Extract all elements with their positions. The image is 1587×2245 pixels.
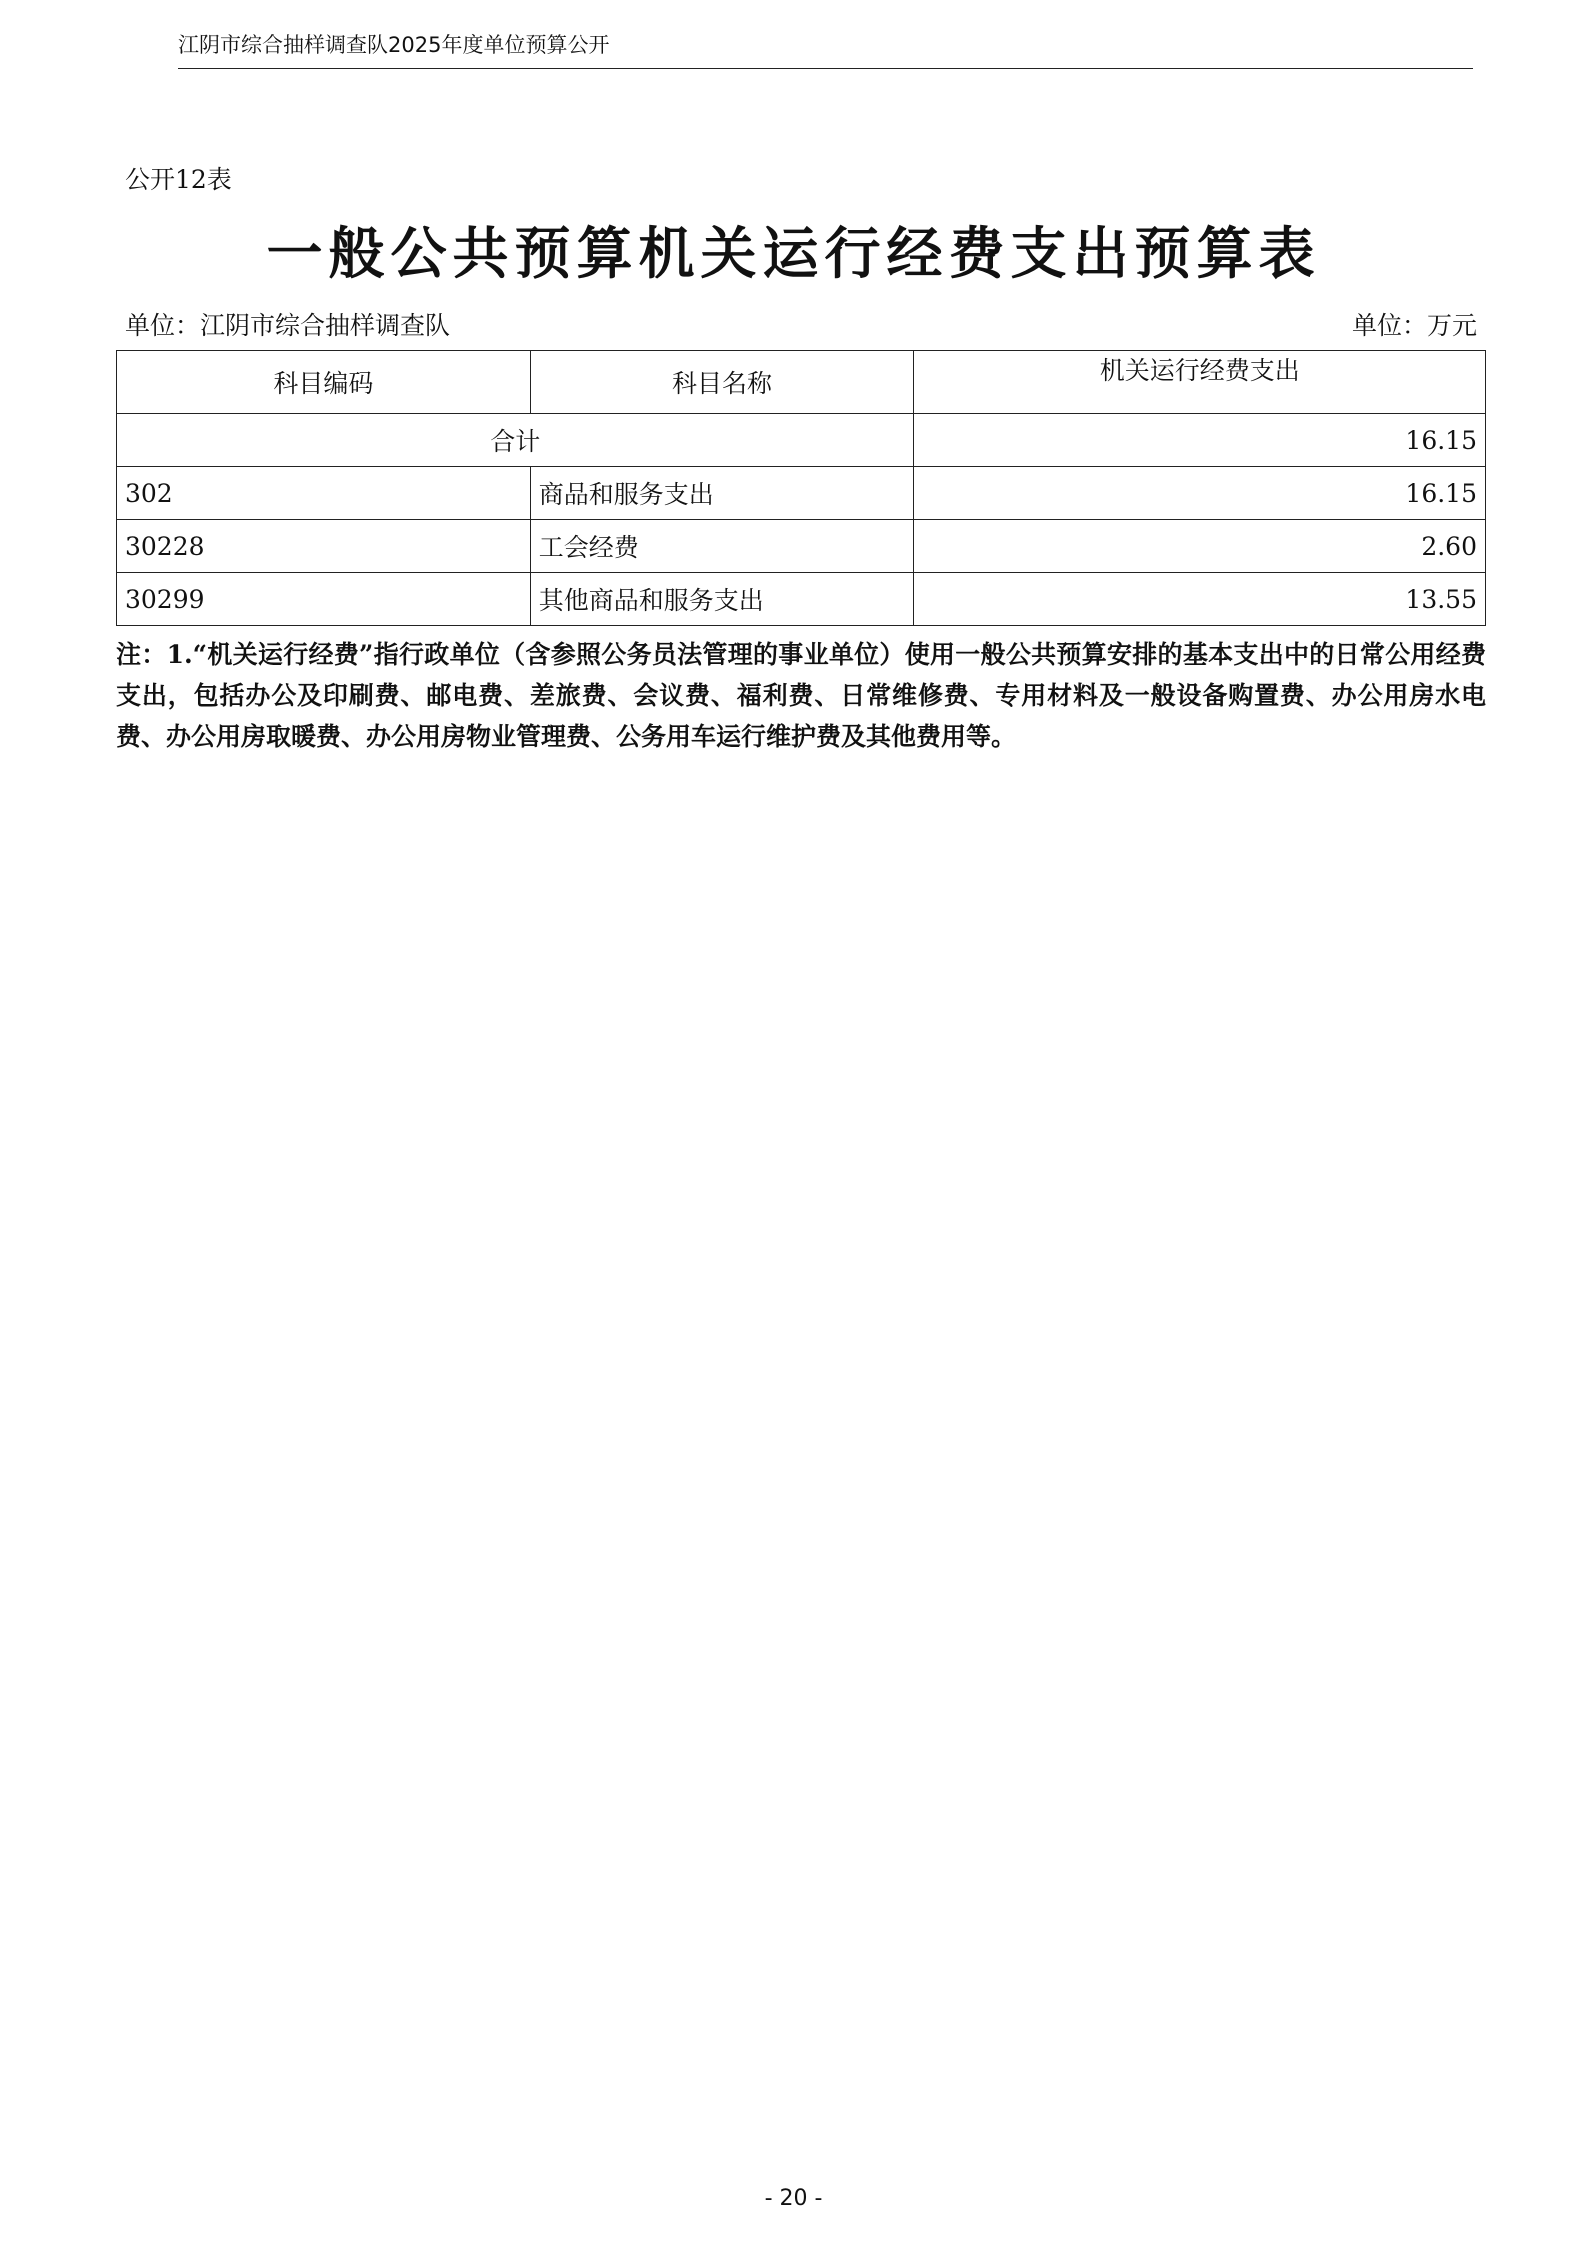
footnote: 注：1.“机关运行经费”指行政单位（含参照公务员法管理的事业单位）使用一般公共预算安排的基本支出中的日常公用经费支出，包括办公及印刷费、邮电费、差旅费、会议费、福利费、日常维修费、专用材料及一般设备购置费、办公用房水电费、办公用房取暖费、办公用房物业管理费、公务用车运行维护费及其他费用等。 [116,640,1486,751]
table-number: 公开12表 [125,165,232,194]
table-row [117,467,1486,520]
total-label: 合计 [117,414,914,467]
table-row [117,573,1486,626]
header-operating-expense: 机关运行经费支出 [914,351,1486,414]
total-row [117,414,1486,467]
total-value: 16.15 [914,414,1486,467]
table-header-row [117,351,1486,414]
subject-code: 302 [117,467,531,520]
subject-code: 30228 [117,520,531,573]
expense-value: 13.55 [914,573,1486,626]
running-header: 江阴市综合抽样调查队2025年度单位预算公开 [178,28,1473,69]
table-row [117,520,1486,573]
expense-value: 2.60 [914,520,1486,573]
subject-name: 工会经费 [530,520,914,573]
header-subject-name: 科目名称 [530,351,914,414]
page-title: 一般公共预算机关运行经费支出预算表 [266,221,1321,287]
subject-name: 商品和服务支出 [530,467,914,520]
currency-unit-label: 单位：万元 [1351,311,1477,340]
subject-name: 其他商品和服务支出 [530,573,914,626]
page-number: - 20 - [764,2186,823,2211]
unit-label: 单位：江阴市综合抽样调查队 [125,311,451,340]
expense-value: 16.15 [914,467,1486,520]
header-subject-code: 科目编码 [117,351,531,414]
budget-table [116,350,1486,626]
subject-code: 30299 [117,573,531,626]
